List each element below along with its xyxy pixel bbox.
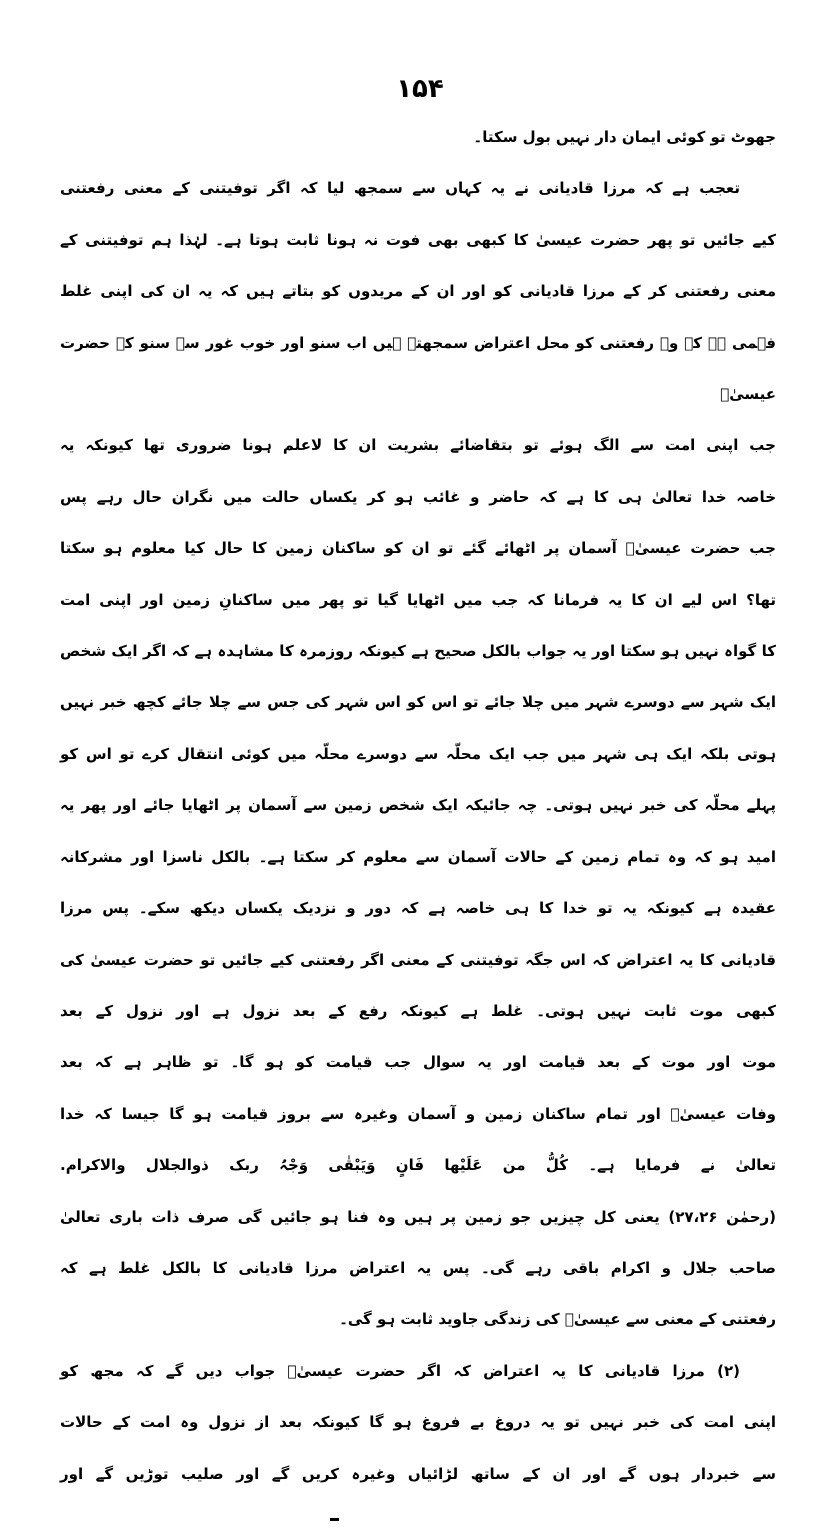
- text-line: وفات عیسیٰؑ اور تمام ساکنان زمین و آسمان وغیرہ سے بروز قیامت ہو گا جیسا کہ خدا: [60, 1104, 776, 1123]
- text-line: (رحمٰن ۲۷،۲۶) یعنی کل چیزیں جو زمین پر ہیں وہ فنا ہو جائیں گی صرف ذات باری تعالیٰ: [60, 1207, 776, 1226]
- text-line: کیے جائیں تو پھر حضرت عیسیٰ کا کبھی بھی فوت نہ ہونا ثابت ہوتا ہے۔ لہٰذا ہم توفیتنی کے: [60, 230, 776, 249]
- text-line: قادیانی کا یہ اعتراض کہ اس جگہ توفیتنی کے معنی اگر رفعتنی کیے جائیں تو حضرت عیسیٰ کی: [60, 950, 776, 969]
- text-line: جھوٹ تو کوئی ایمان دار نہیں بول سکتا۔: [473, 128, 776, 146]
- text-line: ہوتی بلکہ ایک ہی شہر میں جب ایک محلّہ سے دوسرے محلّہ میں کوئی انتقال کرے تو اس کو: [60, 744, 776, 763]
- text-line: صاحب جلال و اکرام باقی رہے گی۔ پس یہ اعتراض مرزا قادیانی کا بالکل غلط ہے کہ: [60, 1258, 776, 1277]
- text-line: فہمی ہے کہ وہ رفعتنی کو محل اعتراض سمجھتے ہیں اب سنو اور خوب غور سے سنو کہ حضرت عیسیٰؑ: [60, 333, 776, 404]
- text-line: جب اپنی امت سے الگ ہوئے تو بتقاضائے بشریت ان کا لاعلم ہونا ضروری تھا کیونکہ یہ: [60, 436, 776, 455]
- text-line: اپنی امت کی خبر نہیں تو یہ دروغ بے فروغ ہو گا کیونکہ بعد از نزول وہ امت کے حالات: [60, 1413, 776, 1432]
- text-line: کا گواہ نہیں ہو سکتا اور یہ جواب بالکل صحیح ہے کیونکہ روزمرہ کا مشاہدہ ہے کہ اگر ایک شخص: [60, 642, 776, 661]
- text-line: پہلے محلّہ کی خبر نہیں ہوتی۔ چہ جائیکہ ایک شخص زمین سے آسمان پر اٹھایا جائے اور پھر یہ: [60, 796, 776, 815]
- text-line: جب حضرت عیسیٰؑ آسمان پر اٹھائے گئے تو ان کو ساکنان زمین کا حال کیا معلوم ہو سکتا: [60, 539, 776, 558]
- text-line: عقیدہ ہے کیونکہ یہ تو خدا کا ہی خاصہ ہے کہ دور و نزدیک یکساں دیکھ سکے۔ پس مرزا: [60, 899, 776, 918]
- text-line: موت اور موت کے بعد قیامت اور یہ سوال جب قیامت کو ہو گا۔ تو ظاہر ہے کہ بعد: [60, 1053, 776, 1072]
- text-line: معنی رفعتنی کر کے مرزا قادیانی کو اور ان کے مریدوں کو بتاتے ہیں کہ یہ ان کی اپنی غلط: [60, 282, 776, 301]
- text-line: امید ہو کہ وہ تمام زمین کے حالات آسمان سے معلوم کر سکتا ہے۔ بالکل ناسزا اور مشرکانہ: [60, 847, 776, 866]
- text-line: ایک شہر سے دوسرے شہر میں چلا جائے تو اس کو اس شہر کی جس سے چلا جائے کچھ خبر نہیں: [60, 693, 776, 712]
- text-line: خاصہ خدا تعالیٰ ہی کا ہے کہ حاضر و غائب ہو کر یکساں حالت میں نگران حال رہے پس: [60, 487, 776, 506]
- page-body-text: [60, 112, 776, 1500]
- text-line: رفعتنی کے معنی سے عیسیٰؑ کی زندگی جاوید ثابت ہو گی۔: [339, 1310, 776, 1329]
- text-line: تھا؟ اس لیے ان کا یہ فرمانا کہ جب میں اٹھایا گیا تو پھر میں ساکنانِ زمین اور اپنی امت: [60, 590, 776, 609]
- text-line: (۲) مرزا قادیانی کا یہ اعتراض کہ اگر حضرت عیسیٰؑ جواب دیں گے کہ مجھ کو: [60, 1361, 740, 1380]
- text-line: کبھی موت ثابت نہیں ہوتی۔ غلط ہے کیونکہ رفع کے بعد نزول ہے اور نزول کے بعد: [60, 1001, 776, 1020]
- page-number: ۱۵۴: [396, 74, 444, 104]
- text-line: تعالیٰ نے فرمایا ہے۔ کُلُّ من عَلَیْھا فَانٍ وَیَبْقٰی وَجْہُ ربک ذوالجلال والاکرام.: [60, 1156, 776, 1175]
- text-line: تعجب ہے کہ مرزا قادیانی نے یہ کہاں سے سمجھ لیا کہ اگر توفیتنی کے معنی رفعتنی: [60, 179, 740, 198]
- text-line: سے خبردار ہوں گے اور ان کے ساتھ لڑائیاں وغیرہ کریں گے اور صلیب توڑیں گے اور: [60, 1464, 776, 1483]
- scan-speck: [330, 1518, 339, 1521]
